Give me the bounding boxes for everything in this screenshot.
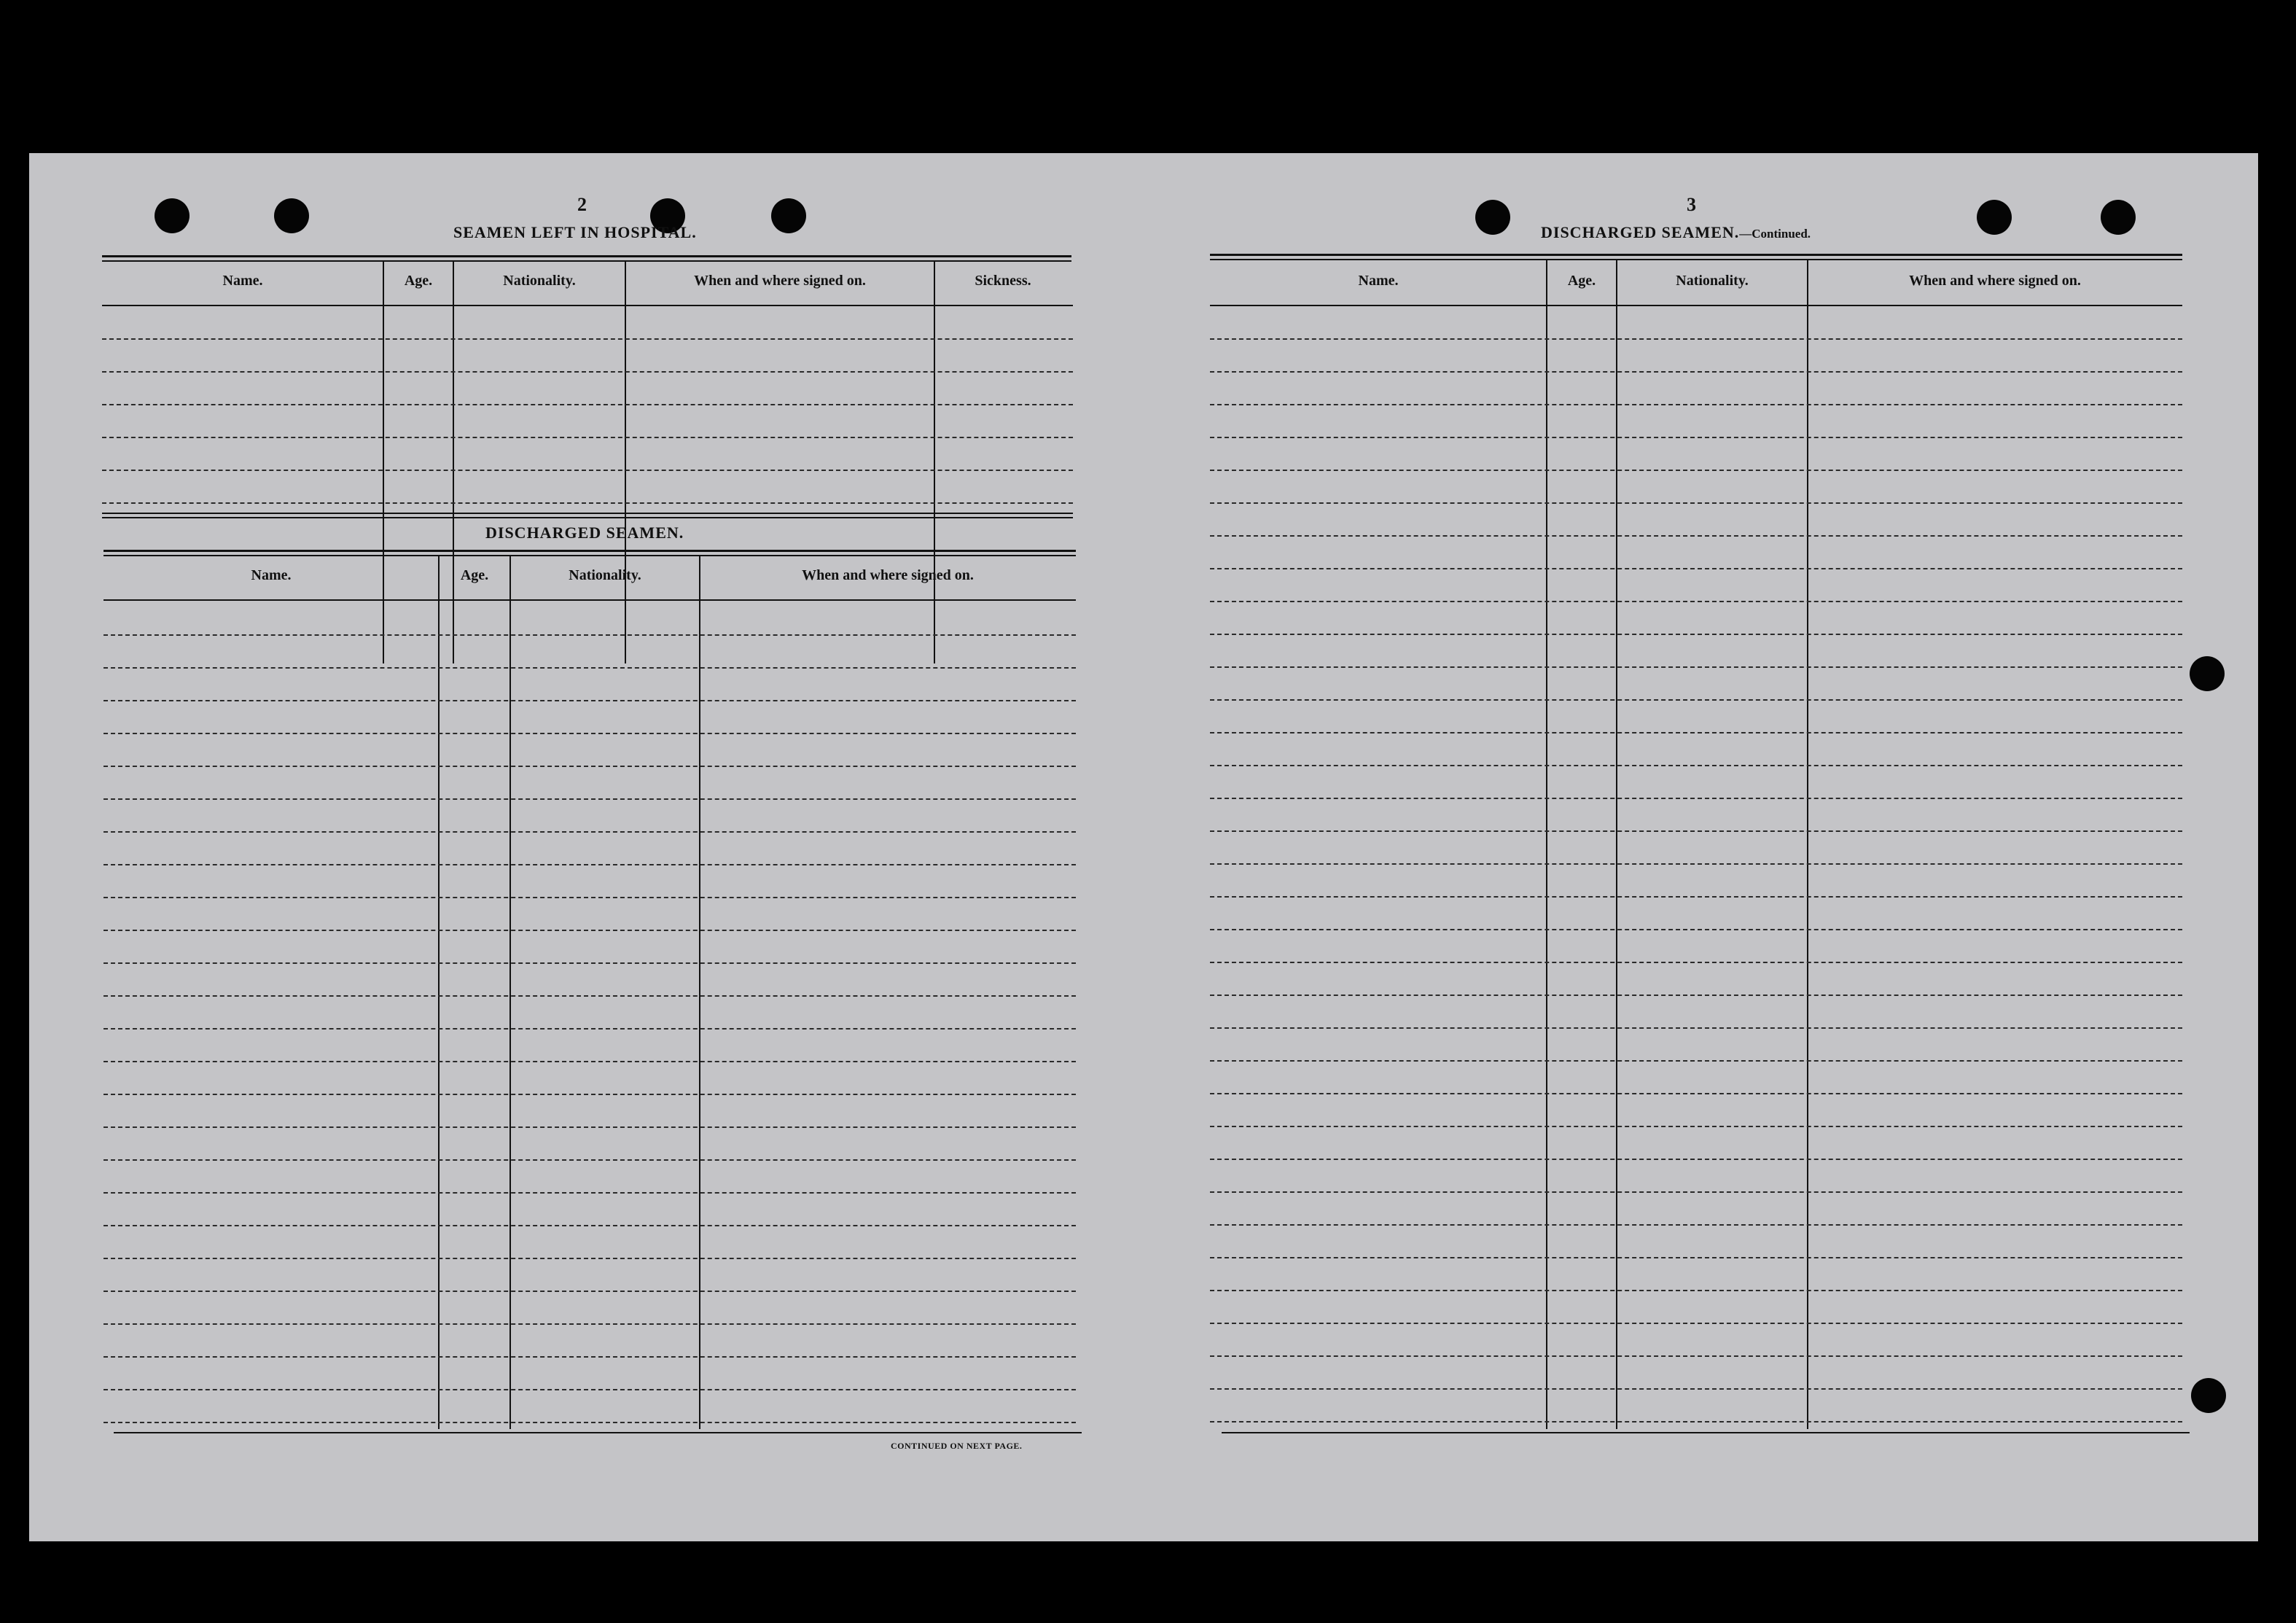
entry-line	[1210, 634, 2182, 635]
entry-line	[104, 930, 1076, 931]
entry-line	[1210, 404, 2182, 405]
column-header-nationality: Nationality.	[1676, 273, 1749, 289]
entry-line	[104, 1126, 1076, 1128]
entry-line	[104, 1225, 1076, 1226]
entry-line	[1210, 666, 2182, 668]
entry-line	[102, 338, 1073, 340]
entry-line	[104, 1028, 1076, 1030]
entry-line	[104, 1192, 1076, 1194]
punch-hole	[1977, 200, 2012, 235]
entry-line	[102, 437, 1073, 438]
punch-hole	[2190, 656, 2225, 691]
entry-line	[1210, 470, 2182, 471]
entry-line	[104, 1258, 1076, 1259]
entry-line	[102, 371, 1073, 373]
table-bottom-rule	[114, 1432, 1082, 1433]
entry-line	[1210, 1159, 2182, 1160]
column-header-when-where: When and where signed on.	[1909, 273, 2081, 289]
entry-line	[1210, 765, 2182, 766]
entry-line	[1210, 1290, 2182, 1291]
entry-line	[104, 1291, 1076, 1292]
entry-line	[1210, 371, 2182, 373]
column-header-age: Age.	[404, 273, 433, 289]
entry-line	[104, 1389, 1076, 1390]
column-header-name: Name.	[222, 273, 263, 289]
column-header-when-where: When and where signed on.	[802, 567, 974, 583]
entry-line	[1210, 1027, 2182, 1029]
entry-line	[104, 962, 1076, 964]
entry-line	[1210, 699, 2182, 701]
punch-hole	[2191, 1378, 2226, 1413]
entry-line	[1210, 1421, 2182, 1422]
header-underline	[104, 599, 1076, 601]
entry-line	[1210, 601, 2182, 602]
table-bottom-rule	[102, 513, 1073, 514]
entry-line	[1210, 863, 2182, 865]
column-header-sickness: Sickness.	[975, 273, 1031, 289]
column-header-age: Age.	[460, 567, 489, 583]
column-header-name: Name.	[1358, 273, 1399, 289]
entry-line	[1210, 1355, 2182, 1357]
table-top-rule	[102, 255, 1071, 257]
entry-line	[104, 1061, 1076, 1062]
section-title-discharged-continued	[1541, 223, 1811, 242]
entry-line	[104, 1422, 1076, 1423]
punch-hole	[2101, 200, 2136, 235]
entry-line	[1210, 1191, 2182, 1193]
punch-hole	[1475, 200, 1510, 235]
title-suffix: —Continued.	[1739, 227, 1811, 241]
entry-line	[1210, 437, 2182, 438]
entry-line	[104, 766, 1076, 767]
entry-line	[102, 404, 1073, 405]
header-underline	[1210, 305, 2182, 306]
entry-line	[1210, 798, 2182, 799]
punch-hole	[771, 198, 806, 233]
continued-footnote: CONTINUED ON NEXT PAGE.	[891, 1441, 1023, 1451]
entry-line	[1210, 1257, 2182, 1258]
entry-line	[104, 1356, 1076, 1358]
column-header-name: Name.	[251, 567, 292, 583]
entry-line	[1210, 732, 2182, 733]
entry-line	[1210, 929, 2182, 930]
entry-line	[104, 831, 1076, 833]
entry-line	[1210, 1224, 2182, 1226]
section-title-discharged: DISCHARGED SEAMEN.	[485, 524, 684, 542]
document-sheet	[29, 153, 2258, 1541]
entry-line	[104, 700, 1076, 701]
entry-line	[1210, 535, 2182, 537]
title-text: DISCHARGED SEAMEN.	[1541, 223, 1740, 241]
entry-line	[1210, 962, 2182, 963]
entry-line	[1210, 1388, 2182, 1390]
entry-line	[104, 864, 1076, 865]
entry-line	[1210, 1126, 2182, 1127]
header-underline	[102, 305, 1073, 306]
table-top-rule	[1210, 254, 2182, 256]
entry-line	[104, 1094, 1076, 1095]
table-bottom-rule	[1222, 1432, 2190, 1433]
section-title-hospital: SEAMEN LEFT IN HOSPITAL.	[453, 223, 697, 241]
entry-line	[104, 897, 1076, 898]
entry-line	[1210, 1323, 2182, 1324]
punch-hole	[155, 198, 190, 233]
entry-line	[104, 1159, 1076, 1161]
punch-hole	[274, 198, 309, 233]
entry-line	[1210, 1060, 2182, 1062]
page-number-right: 3	[1687, 194, 1696, 215]
table-top-rule	[104, 550, 1076, 552]
entry-line	[1210, 568, 2182, 569]
entry-line	[102, 502, 1073, 504]
entry-line	[1210, 338, 2182, 340]
column-header-when-where: When and where signed on.	[694, 273, 866, 289]
entry-line	[1210, 502, 2182, 504]
entry-line	[104, 995, 1076, 997]
page-number-left: 2	[577, 194, 587, 215]
entry-line	[1210, 896, 2182, 898]
entry-line	[104, 634, 1076, 636]
column-header-nationality: Nationality.	[503, 273, 576, 289]
entry-line	[104, 733, 1076, 734]
entry-line	[104, 798, 1076, 800]
entry-line	[1210, 830, 2182, 832]
entry-line	[104, 1323, 1076, 1325]
entry-line	[102, 470, 1073, 471]
entry-line	[1210, 1093, 2182, 1094]
entry-line	[104, 667, 1076, 669]
column-header-nationality: Nationality.	[569, 567, 641, 583]
column-header-age: Age.	[1567, 273, 1596, 289]
entry-line	[1210, 995, 2182, 996]
